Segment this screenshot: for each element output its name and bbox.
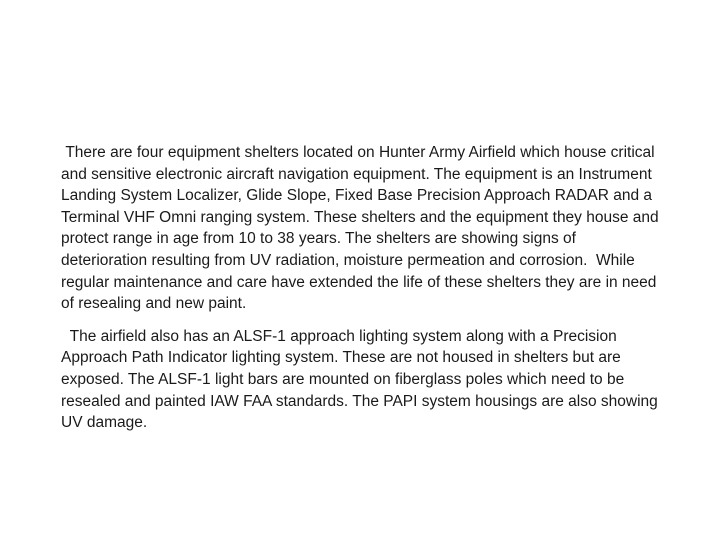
body-text xyxy=(61,142,666,434)
paragraph-equipment-shelters: There are four equipment shelters located on Hunter Army Airfield which house critical and sensitive electronic aircraft navigation equipment. The equipment is an Instrument Landing System Localizer, Glide Slope, Fixed Base Precision Approach RADAR and a Terminal VHF Omni ranging system. These shelters and the equipment they house and protect range in age from 10 to 38 years. The shelters are showing signs of deterioration resulting from UV radiation, moisture permeation and corrosion. While regular maintenance and care have extended the life of these shelters they are in need of resealing and new paint. xyxy=(61,144,663,313)
paragraph-airfield-lighting: The airfield also has an ALSF-1 approach lighting system along with a Precision Approach Path Indicator lighting system. These are not housed in shelters but are exposed. The ALSF-1 light bars are mounted on fiberglass poles which need to be resealed and painted IAW FAA standards. The PAPI system housings are also showing UV damage. xyxy=(61,327,663,432)
